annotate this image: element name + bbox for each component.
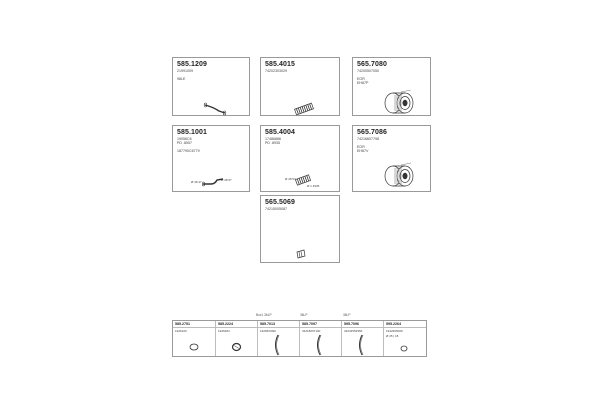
hanger-icon: [314, 333, 326, 357]
flex-pipe-icon: [295, 173, 311, 187]
accessory-part-number: 585.2751: [175, 322, 190, 326]
part-card-565-5069[interactable]: [260, 195, 340, 263]
part-note: PD .8935: [265, 141, 280, 145]
part-note: EOR: [357, 145, 365, 149]
accessory-585-7013[interactable]: [258, 321, 300, 356]
part-note: EH87P: [357, 81, 369, 85]
strip-note: Box1 36LP: [256, 313, 272, 317]
accessory-oe-number: 34218007100: [302, 329, 321, 333]
hanger-icon: [356, 333, 368, 357]
accessory-oe-number: 34234554956: [344, 329, 363, 333]
accessories-strip: [172, 320, 427, 357]
hanger-icon: [272, 333, 284, 357]
part-card-585-1001[interactable]: [172, 125, 250, 192]
part-card-565-7086[interactable]: [352, 125, 431, 192]
accessory-part-number: 595.2264: [386, 322, 401, 326]
accessory-oe-number: 1926100: [175, 329, 187, 333]
part-card-585-4015[interactable]: [260, 57, 340, 116]
muffler-icon: [381, 90, 417, 116]
pipe-icon: [203, 102, 227, 116]
part-note: EH87V: [357, 149, 369, 153]
muffler-icon: [381, 162, 417, 190]
accessory-dimension: Ø 45 | 18: [386, 334, 399, 338]
ring-icon: [231, 342, 242, 352]
part-number: 585.4015: [265, 61, 295, 68]
part-note: 98LE: [177, 77, 186, 81]
part-ref: 74200507050: [357, 69, 379, 73]
accessory-oe-number: 19295/0490: [260, 329, 276, 333]
flex-pipe-icon: [293, 102, 315, 116]
part-number: 585.1209: [177, 61, 207, 68]
accessory-oe-number: 1942605009: [386, 329, 403, 333]
gasket-icon: [400, 345, 408, 352]
accessory-585-2224[interactable]: [216, 321, 258, 356]
part-ref: 74202303029: [265, 69, 287, 73]
strip-note: 36LP: [343, 313, 351, 317]
dimension-label: Ø 48 57: [221, 178, 232, 182]
gasket-icon: [189, 343, 199, 351]
part-number: 585.1001: [177, 129, 207, 136]
pipe-icon: [201, 176, 225, 188]
part-number: 565.7086: [357, 129, 387, 136]
part-card-565-7080[interactable]: [352, 57, 431, 116]
clamp-icon: [295, 248, 307, 260]
part-note: EOR: [357, 77, 365, 81]
dimension-label: Ø 1 4935: [307, 184, 320, 188]
dimension-label: Ø 48 57: [285, 177, 296, 181]
part-note: PD .8557: [177, 141, 192, 145]
part-note: 187790C6779: [177, 149, 200, 153]
part-ref: 17486886: [265, 137, 281, 141]
part-number: 565.7080: [357, 61, 387, 68]
part-ref: 74215005087: [265, 207, 287, 211]
part-ref: 21991009: [177, 69, 193, 73]
accessory-595-7096[interactable]: [342, 321, 384, 356]
accessory-595-2264[interactable]: [384, 321, 426, 356]
dimension-label: Ø 48 47: [191, 180, 202, 184]
part-number: 565.5069: [265, 199, 295, 206]
strip-note: 36LP: [300, 313, 308, 317]
accessory-part-number: 585.2224: [218, 322, 233, 326]
part-number: 585.4004: [265, 129, 295, 136]
accessory-part-number: 595.7096: [344, 322, 359, 326]
part-card-585-1209[interactable]: [172, 57, 250, 116]
part-card-585-4004[interactable]: [260, 125, 340, 192]
accessory-part-number: 585.7097: [302, 322, 317, 326]
accessory-oe-number: 1926484: [218, 329, 230, 333]
part-ref: 74216607798: [357, 137, 379, 141]
accessory-585-2751[interactable]: [173, 321, 216, 356]
accessory-part-number: 585.7013: [260, 322, 275, 326]
part-ref: 19056C6: [177, 137, 192, 141]
accessory-585-7097[interactable]: [300, 321, 342, 356]
